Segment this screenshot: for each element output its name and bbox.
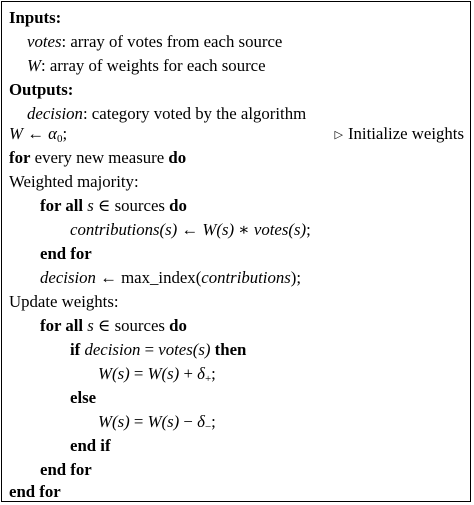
assign-arrow: ← (100, 268, 117, 287)
s-variable: s (87, 316, 94, 335)
comment-triangle-icon: ▷ (334, 129, 343, 141)
contributions-argument: contributions (201, 268, 291, 287)
do-keyword: do (169, 196, 187, 215)
votes-variable: votes (27, 32, 62, 51)
init-weights-line (9, 123, 67, 145)
outputs-line (9, 79, 73, 101)
update-weights-line (9, 291, 119, 313)
do-keyword: do (169, 316, 187, 335)
alpha-subscript: 0 (56, 133, 63, 145)
w-of-s: W(s) (147, 412, 180, 431)
plus-symbol: + (183, 364, 193, 383)
alpha-symbol: α (48, 124, 57, 143)
delta-plus-subscript: + (204, 373, 212, 385)
element-of-symbol: ∈ (97, 316, 111, 335)
init-semicolon: ; (62, 124, 68, 143)
close-paren: ); (290, 268, 302, 287)
weighted-majority-label: Weighted majority: (9, 172, 139, 191)
assign-arrow: ← (27, 124, 44, 143)
comment-text: Initialize weights (347, 124, 464, 143)
semicolon: ; (211, 412, 216, 431)
for-keyword: for (9, 148, 31, 167)
w-of-s: W(s) (202, 220, 235, 239)
times-symbol: ∗ (238, 220, 250, 239)
w-of-s: W(s) (147, 364, 180, 383)
update-weights-label: Update weights: (9, 292, 119, 311)
w-of-s: W(s) (98, 412, 130, 431)
element-of-symbol: ∈ (97, 196, 111, 215)
outer-for-line (9, 147, 186, 169)
s-variable: s (87, 196, 94, 215)
end-for-line-1 (40, 243, 92, 265)
weights-input-line (27, 55, 266, 77)
if-keyword: if (70, 340, 81, 359)
for-all-sources-line-1 (40, 195, 187, 217)
every-new-measure: every new measure (34, 148, 165, 167)
end-if-line (70, 435, 111, 457)
delta-symbol: δ (197, 412, 205, 431)
equals-symbol: = (144, 340, 155, 359)
else-line (70, 387, 96, 409)
equals-symbol: = (133, 412, 144, 431)
sources-word: sources (114, 196, 165, 215)
minus-symbol: − (183, 412, 193, 431)
w-of-s: W(s) (98, 364, 130, 383)
end-for-keyword: end for (9, 482, 61, 501)
equals-symbol: = (133, 364, 144, 383)
inputs-line (9, 7, 61, 29)
delta-symbol: δ (197, 364, 205, 383)
else-keyword: else (70, 388, 97, 407)
delta-minus-subscript: − (204, 421, 212, 433)
votes-of-s: votes(s) (158, 340, 211, 359)
semicolon: ; (306, 220, 311, 239)
end-for-keyword: end for (40, 244, 92, 263)
sources-word: sources (114, 316, 165, 335)
do-keyword: do (168, 148, 187, 167)
algorithm-box (1, 1, 471, 502)
then-keyword: then (214, 340, 247, 359)
decision-variable: decision (27, 104, 83, 123)
weight-decrease-line (98, 411, 216, 433)
init-comment (334, 123, 464, 145)
weighted-majority-line (9, 171, 139, 193)
max-index-function: max_index( (121, 268, 202, 287)
semicolon: ; (211, 364, 216, 383)
for-all-keyword: for all (40, 316, 84, 335)
for-all-sources-line-2 (40, 315, 187, 337)
init-w: W (9, 124, 23, 143)
weight-increase-line (98, 363, 216, 385)
decision-description: : category voted by the algorithm (82, 104, 307, 123)
for-all-keyword: for all (40, 196, 84, 215)
contributions-assign-line (70, 219, 311, 241)
votes-input-line (27, 31, 282, 53)
outputs-label: Outputs: (9, 80, 74, 99)
decision-assign-line (40, 267, 301, 289)
votes-of-s: votes(s) (253, 220, 307, 239)
if-line (70, 339, 246, 361)
end-if-keyword: end if (70, 436, 111, 455)
votes-description: : array of votes from each source (61, 32, 283, 51)
weights-variable: W (27, 56, 41, 75)
inputs-label: Inputs: (9, 8, 62, 27)
weights-description: : array of weights for each source (40, 56, 266, 75)
end-for-line-outer (9, 481, 61, 503)
decision-condition: decision (84, 340, 141, 359)
decision-lhs: decision (40, 268, 96, 287)
assign-arrow: ← (181, 220, 199, 239)
decision-output-line (27, 103, 306, 125)
contributions-s: contributions(s) (70, 220, 178, 239)
end-for-line-2 (40, 459, 92, 481)
end-for-keyword: end for (40, 460, 92, 479)
